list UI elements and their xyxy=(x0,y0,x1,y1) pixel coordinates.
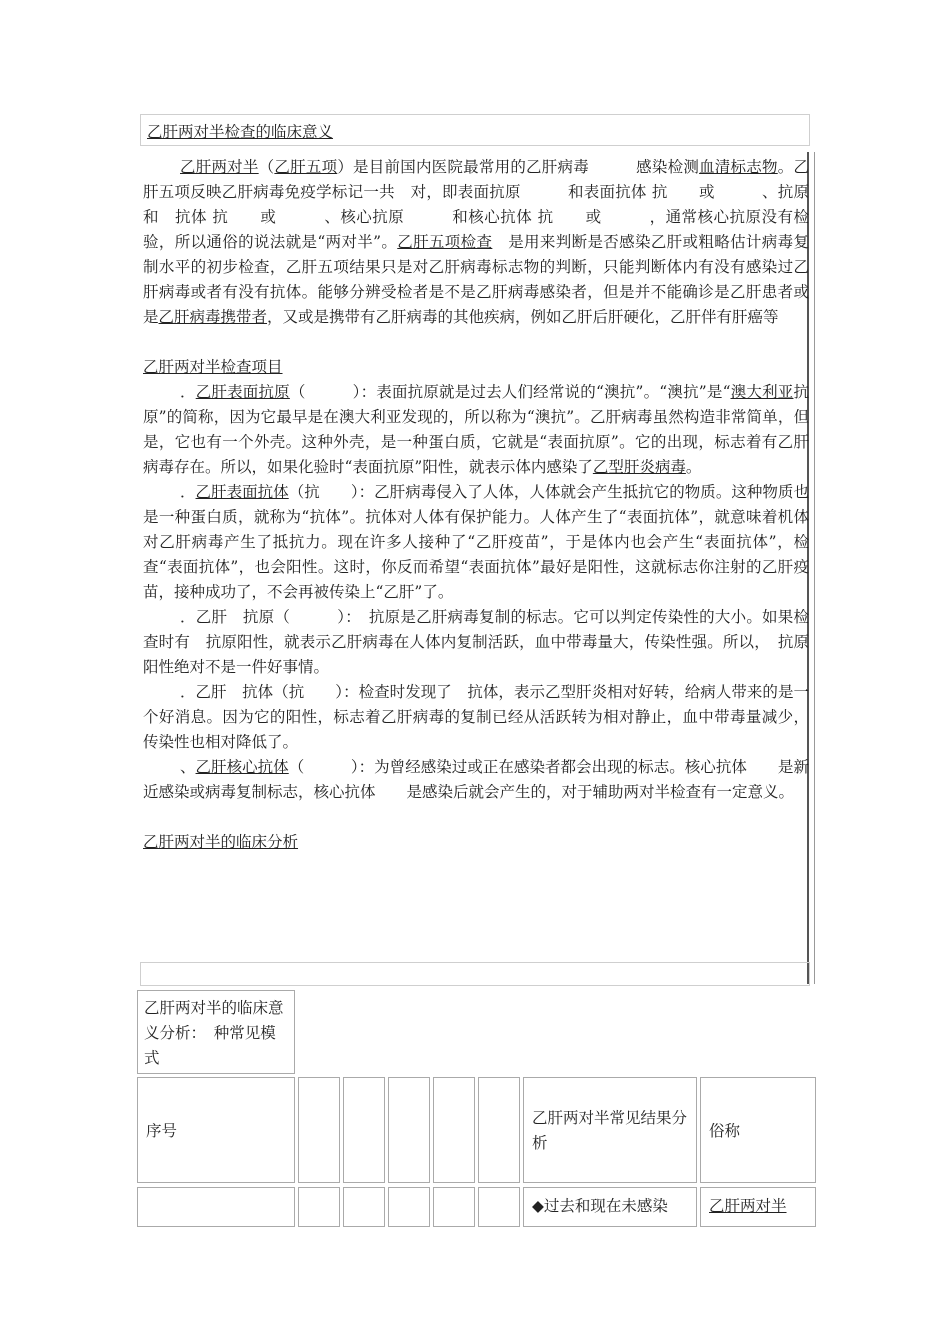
link-serum-marker[interactable]: 血清标志物 xyxy=(699,158,778,176)
analysis-box xyxy=(140,962,810,986)
link-hbsab[interactable]: 乙肝表面抗体 xyxy=(195,483,289,501)
link-hbsag[interactable]: 乙肝表面抗原 xyxy=(195,383,290,401)
section-title-items: 乙肝两对半检查项目 xyxy=(143,358,283,376)
header-index: 序号 xyxy=(146,1122,178,1140)
header-index-cell xyxy=(137,1077,295,1183)
row1-cell-2 xyxy=(343,1187,385,1227)
header-result: 乙肝两对半常见结果分析 xyxy=(532,1109,688,1152)
row1-cell-5 xyxy=(478,1187,520,1227)
item-hbsab: ．乙肝表面抗体（抗 ）：乙肝病毒侵入了人体，人体就会产生抵抗它的物质。这种物质也是一种蛋白质，就称为“抗体”。抗体对人体有保护能力。人体产生了“表面抗体”，就意味着机体对乙肝病毒产生了抵抗力。现在许多人接种了“乙肝疫苗”，于是体内也会产生“表面抗体”，检查“表面抗体”，也会阳性。这时，你反而希望“表面抗体”最好是阳性，这就标志你注射的乙肝疫苗，接种成功了，不会再被传染上“乙肝”了。 xyxy=(143,483,809,601)
header-blank-cell-4 xyxy=(433,1077,475,1183)
right-border-line-2 xyxy=(814,152,815,984)
header-name: 俗称 xyxy=(709,1122,741,1140)
header-name-cell xyxy=(700,1077,816,1183)
link-hbv-two-half[interactable]: 乙肝两对半 xyxy=(180,158,259,176)
article-body xyxy=(143,155,856,855)
header-blank-cell-2 xyxy=(343,1077,385,1183)
page-title: 乙肝两对半检查的临床意义 xyxy=(147,123,334,141)
item-hbeag: ．乙肝 抗原（ ）： 抗原是乙肝病毒复制的标志。它可以判定传染性的大小。如果检查时有 抗原阳性，就表示乙肝病毒在人体内复制活跃，血中带毒量大，传染性强。所以， 抗原阳性绝对不是一件好事情。 xyxy=(143,608,809,676)
row1-result-cell xyxy=(523,1187,697,1227)
header-blank-cell-3 xyxy=(388,1077,430,1183)
title-box xyxy=(140,114,810,146)
row1-cell-4 xyxy=(433,1187,475,1227)
item-hbsag: ．乙肝表面抗原（ ）：表面抗原就是过去人们经常说的“澳抗”。“澳抗”是“澳大利亚抗原”的简称，因为它最早是在澳大利亚发现的，所以称为“澳抗”。乙肝病毒虽然构造非常简单，但是，它也有一个外壳。这种外壳，是一种蛋白质，它就是“表面抗原”。它的出现，标志着有乙肝病毒存在。所以，如果化验时“表面抗原”阳性，就表示体内感染了乙型肝炎病毒。 xyxy=(143,383,809,476)
header-result-cell xyxy=(523,1077,697,1183)
link-hbv-carrier[interactable]: 乙肝病毒携带者 xyxy=(158,308,268,326)
table-caption: 乙肝两对半的临床意义分析： 种常见模式 xyxy=(144,999,284,1067)
row1-index-cell xyxy=(137,1187,295,1227)
link-hbv-five-test[interactable]: 乙肝五项检查 xyxy=(397,233,493,251)
row1-name-link[interactable]: 乙肝两对半 xyxy=(709,1197,787,1215)
section-title-analysis: 乙肝两对半的临床分析 xyxy=(143,833,299,851)
header-blank-cell-5 xyxy=(478,1077,520,1183)
item-hbeab: ．乙肝 抗体（抗 ）：检查时发现了 抗体，表示乙型肝炎相对好转，给病人带来的是一个好消息。因为它的阳性，标志着乙肝病毒的复制已经从活跃转为相对静止，血中带毒量减少，传染性也相对降低了。 xyxy=(143,683,809,751)
link-australia[interactable]: 澳大利亚 xyxy=(730,383,794,401)
row1-cell-3 xyxy=(388,1187,430,1227)
row1-name-cell xyxy=(700,1187,816,1227)
link-hbcab[interactable]: 乙肝核心抗体 xyxy=(195,758,289,776)
header-blank-cell-1 xyxy=(298,1077,340,1183)
table-caption-cell xyxy=(137,990,295,1074)
row1-result: ◆过去和现在未感染 xyxy=(532,1197,668,1215)
row1-cell-1 xyxy=(298,1187,340,1227)
link-hbv-five[interactable]: 乙肝五项 xyxy=(274,158,338,176)
link-hepatitis-b-virus[interactable]: 乙型肝炎病毒 xyxy=(592,458,686,476)
intro-paragraph: 乙肝两对半（乙肝五项）是目前国内医院最常用的乙肝病毒 感染检测血清标志物。乙肝五项反映乙肝病毒免疫学标记一共 对，即表面抗原 和表面抗体 抗 或 、抗原 和 抗体 抗 或 、核心抗原 和核心抗体 抗 或 ，通常核心抗原没有检验，所以通俗的说法就是“两对半”。乙肝五项检查 是用来判断是否感染乙肝或粗略估计病毒复制水平的初步检查，乙肝五项结果只是对乙肝病毒标志物的判断，只能判断体内有没有感染过乙肝病毒或者有没有抗体。能够分辨受检者是不是乙肝病毒感染者，但是并不能确诊是乙肝患者或是乙肝病毒携带者，又或是携带有乙肝病毒的其他疾病，例如乙肝后肝硬化，乙肝伴有肝癌等 xyxy=(143,158,856,326)
item-hbcab: 、乙肝核心抗体（ ）：为曾经感染过或正在感染者都会出现的标志。核心抗体 是新近感染或病毒复制标志，核心抗体 是感染后就会产生的，对于辅助两对半检查有一定意义。 xyxy=(143,758,809,801)
